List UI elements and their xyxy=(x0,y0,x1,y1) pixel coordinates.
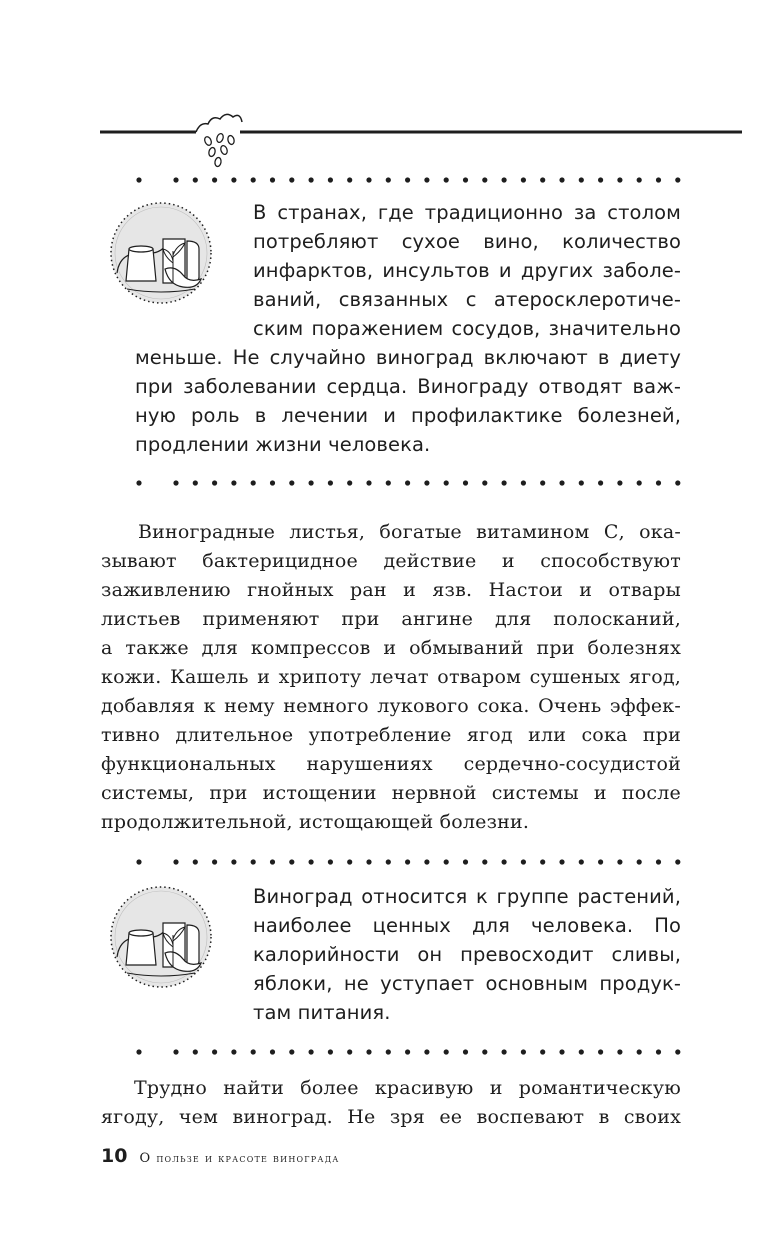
note-line: В странах, где традиционно за столом xyxy=(253,201,681,224)
note-line: меньше. Не случайно виноград включают в диету xyxy=(135,346,681,369)
note-line: там питания. xyxy=(253,1001,391,1024)
header-rule-ornament xyxy=(100,110,742,170)
body-line: зывают бактерицидное действие и способствуют xyxy=(101,550,681,572)
body-line: системы, при истощении нервной системы и после xyxy=(101,782,681,804)
note-line: Виноград относится к группе растений, xyxy=(253,885,681,908)
note-line: инфарктов, инсультов и других заболе- xyxy=(253,259,681,282)
gardening-emblem-icon xyxy=(107,199,215,307)
body-line: Виноградные листья, богатые витамином С, ока- xyxy=(138,521,681,543)
body-line: ягоду, чем виноград. Не зря ее воспевают в своих xyxy=(101,1106,681,1128)
body-line: Трудно найти более красивую и романтическую xyxy=(134,1077,681,1099)
gardening-emblem-icon xyxy=(107,883,215,991)
page-footer xyxy=(101,1145,340,1169)
dotted-divider xyxy=(135,477,681,489)
body-line: функциональных нарушениях сердечно-сосудистой xyxy=(101,753,681,775)
note-line: продлении жизни человека. xyxy=(135,433,431,456)
body-line: а также для компрессов и обмываний при болезнях xyxy=(101,637,681,659)
page-number: 10 xyxy=(101,1145,128,1167)
body-line: заживлению гнойных ран и язв. Настои и отвары xyxy=(101,579,681,601)
note-line: наиболее ценных для человека. По xyxy=(253,914,681,937)
body-line: кожи. Кашель и хрипоту лечат отваром сушеных ягод, xyxy=(101,666,681,688)
note-line: потребляют сухое вино, количество xyxy=(253,230,681,253)
note-line: при заболевании сердца. Винограду отводят важ- xyxy=(135,375,681,398)
body-line: продолжительной, истощающей болезни. xyxy=(101,811,530,833)
body-line: тивно длительное употребление ягод или сока при xyxy=(101,724,681,746)
running-title: о пользе и красоте винограда xyxy=(139,1146,340,1167)
dotted-divider xyxy=(135,174,681,186)
note-line: ваний, связанных с атеросклеротиче- xyxy=(253,288,681,311)
dotted-divider xyxy=(135,856,681,868)
note-line: ским поражением сосудов, значительно xyxy=(253,317,681,340)
note-line: ную роль в лечении и профилактике болезней, xyxy=(135,404,681,427)
body-line: листьев применяют при ангине для полосканий, xyxy=(101,608,681,630)
note-line: яблоки, не уступает основным продук- xyxy=(253,972,681,995)
body-line: добавляя к нему немного лукового сока. Очень эффек- xyxy=(101,695,681,717)
dotted-divider xyxy=(135,1046,681,1058)
note-line: калорийности он превосходит сливы, xyxy=(253,943,681,966)
